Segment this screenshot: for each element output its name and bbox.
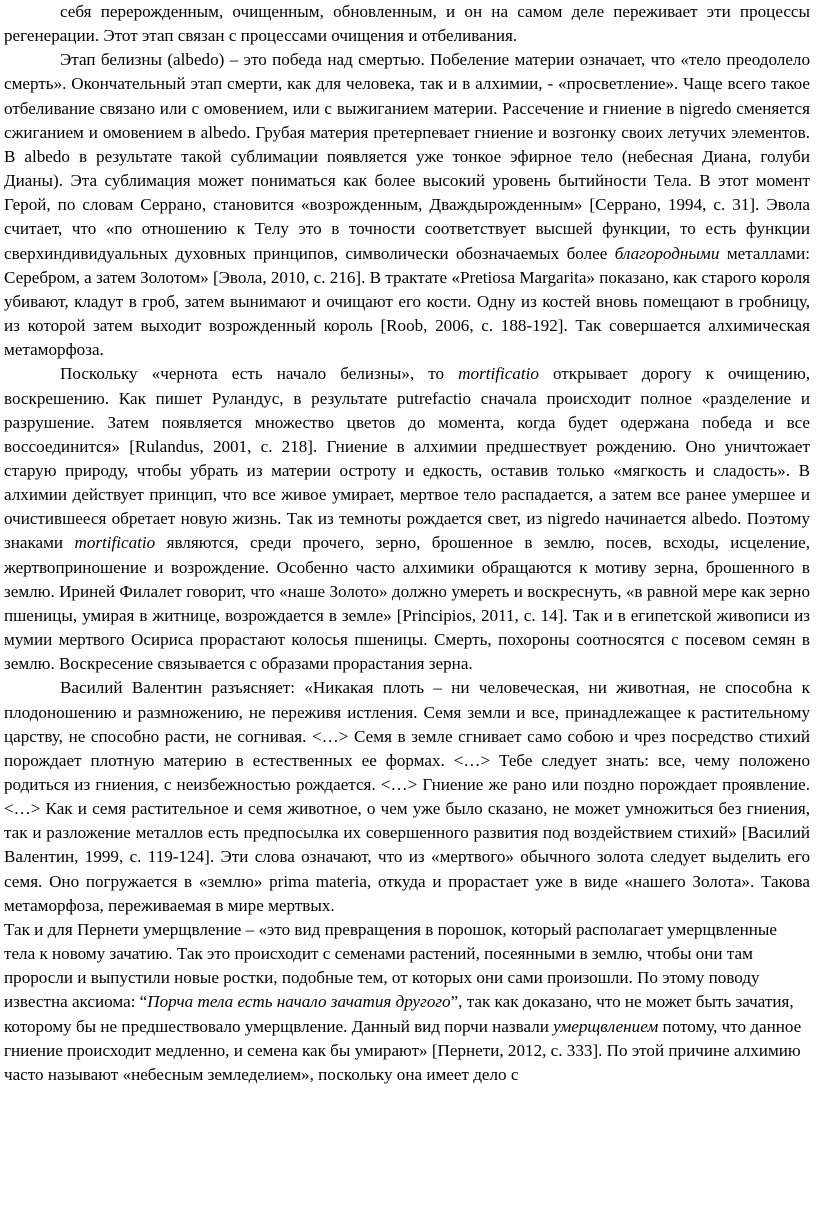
text-run: открывает дорогу к очищению, воскрешению. Как пишет Руландус, в результате putrefactio сначала происходит полное «разделение и разрушение. Затем появляется множество цветов до момента, когда будет одержана победа и все воссоединится» [Rulandus, 2001, с. 218]. Гниение в алхимии предшествует рождению. Оно уничтожает старую природу, чтобы убрать из материи остроту и едкость, оставив только «мягкость и сладость». В алхимии действует принцип, что все живое умирает, мертвое тело распадается, а затем все ранее умершее и очистившееся обретает новую жизнь. Так из темноты рождается свет, из nigredo начинается albedo. Поэтому знаками [4, 364, 810, 553]
italic-text-run: Порча тела есть начало зачатия другого [147, 992, 451, 1012]
text-run: Этап белизны (albedo) – это победа над смертью. Побеление материи означает, что «тело преодолело смерть». Окончательный этап смерти, как для человека, так и в алхимии, - «просветление». Чаще всего такое отбеливание связано или с омовением, или с выжиганием материи. Рассечение и гниение в nigredo сменяется сжиганием и омовением в albedo. Грубая материя претерпевает гниение и возгонку своих летучих элементов. В albedo в результате такой сублимации появляется уже тонкое эфирное тело (небесная Диана, голуби Дианы). Эта сублимация может пониматься как более высокий уровень бытийности Тела. В этот момент Герой, по словам Серрано, становится «возрожденным, Дваждырожденным» [Серрано, 1994, с. 31]. Эвола считает, что «по отношению к Телу это в точности соответствует высшей функции, то есть функции сверхиндивидуальных духовных принципов, символически обозначаемых более [4, 50, 810, 263]
text-run: ”, так как доказано, что не может быть зачатия, которому бы не предшествовало умерщвление. Данный вид порчи назвали [4, 992, 794, 1036]
text-run: металлами: Серебром, а затем Золотом» [Эвола, 2010, с. 216]. В трактате «Pretiosa Margarita» показано, как старого короля убивают, кладут в гроб, затем вынимают и очищают его кости. Одну из костей вновь помещают в гробницу, из которой затем выходит возрожденный король [Roob, 2006, с. 188-192]. Так совершается алхимическая метаморфоза. [4, 243, 810, 360]
paragraph [4, 676, 810, 918]
text-run: потому, что данное гниение происходит медленно, и семена как бы умирают» [Пернети, 2012, с. 333]. По этой причине алхимию часто называют «небесным земледелием», поскольку она имеет дело с [4, 1016, 802, 1084]
text-run: Так и для Пернети умерщвление – «это вид превращения в порошок, который располагает умерщвленные тела к новому зачатию. Так это происходит с семенами растений, посеянными в землю, чтобы они там проросли и выпустили новые ростки, подобные тем, от которых они сами произошли. По этому поводу известна аксиома: “ [4, 919, 777, 1012]
paragraph [4, 0, 810, 48]
text-run: Василий Валентин разъясняет: «Никакая плоть – ни человеческая, ни животная, не способна к плодоношению и размножению, не переживя истления. Семя земли и все, принадлежащее к растительному царству, не способно расти, не согнивая. <…> Семя в земле сгнивает само собою и чрез посредство стихий порождает плотную материю в естественных ее формах. <…> Тебе следует знать: все, чему положено родиться из гниения, с неизбежностью рождается. <…> Гниение же рано или поздно порождает проявление. <…> Как и семя растительное и семя животное, о чем уже было сказано, не может умножиться без гниения, так и разложение металлов есть предпосылка их совершенного развития под воздействием стихий» [Василий Валентин, 1999, с. 119-124]. Эти слова означают, что из «мертвого» обычного золота следует выделить его семя. Оно погружается в «землю» prima materia, откуда и прорастает уже в виде «нашего Золота». Такова метаморфоза, переживаемая в мире мертвых. [4, 678, 810, 915]
text-run: Поскольку «чернота есть начало белизны», то [60, 364, 459, 384]
text-run: себя перерожденным, очищенным, обновленным, и он на самом деле переживает эти процессы регенерации. Этот этап связан с процессами очищения и отбеливания. [4, 2, 810, 46]
paragraph [4, 918, 810, 1087]
text-run: являются, среди прочего, зерно, брошенное в землю, посев, всходы, исцеление, жертвоприношение и возрождение. Особенно часто алхимики обращаются к мотиву зерна, брошенного в землю. Ириней Филалет говорит, что «наше Золото» должно умереть и воскреснуть, «в равной мере как зерно пшеницы, умирая в житнице, возрождается в земле» [Principios, 2011, с. 14]. Так и в египетской живописи из мумии мертвого Осириса прорастают колосья пшеницы. Смерть, похороны соотносятся с посевом семян в землю. Воскресение связывается с образами прорастания зерна. [4, 533, 811, 674]
italic-text-run: mortificatio [74, 533, 156, 553]
paragraph [4, 48, 810, 362]
italic-text-run: mortificatio [458, 364, 539, 384]
italic-text-run: благородными [614, 243, 720, 263]
italic-text-run: умерщвлением [553, 1016, 659, 1036]
paragraph [4, 362, 810, 676]
